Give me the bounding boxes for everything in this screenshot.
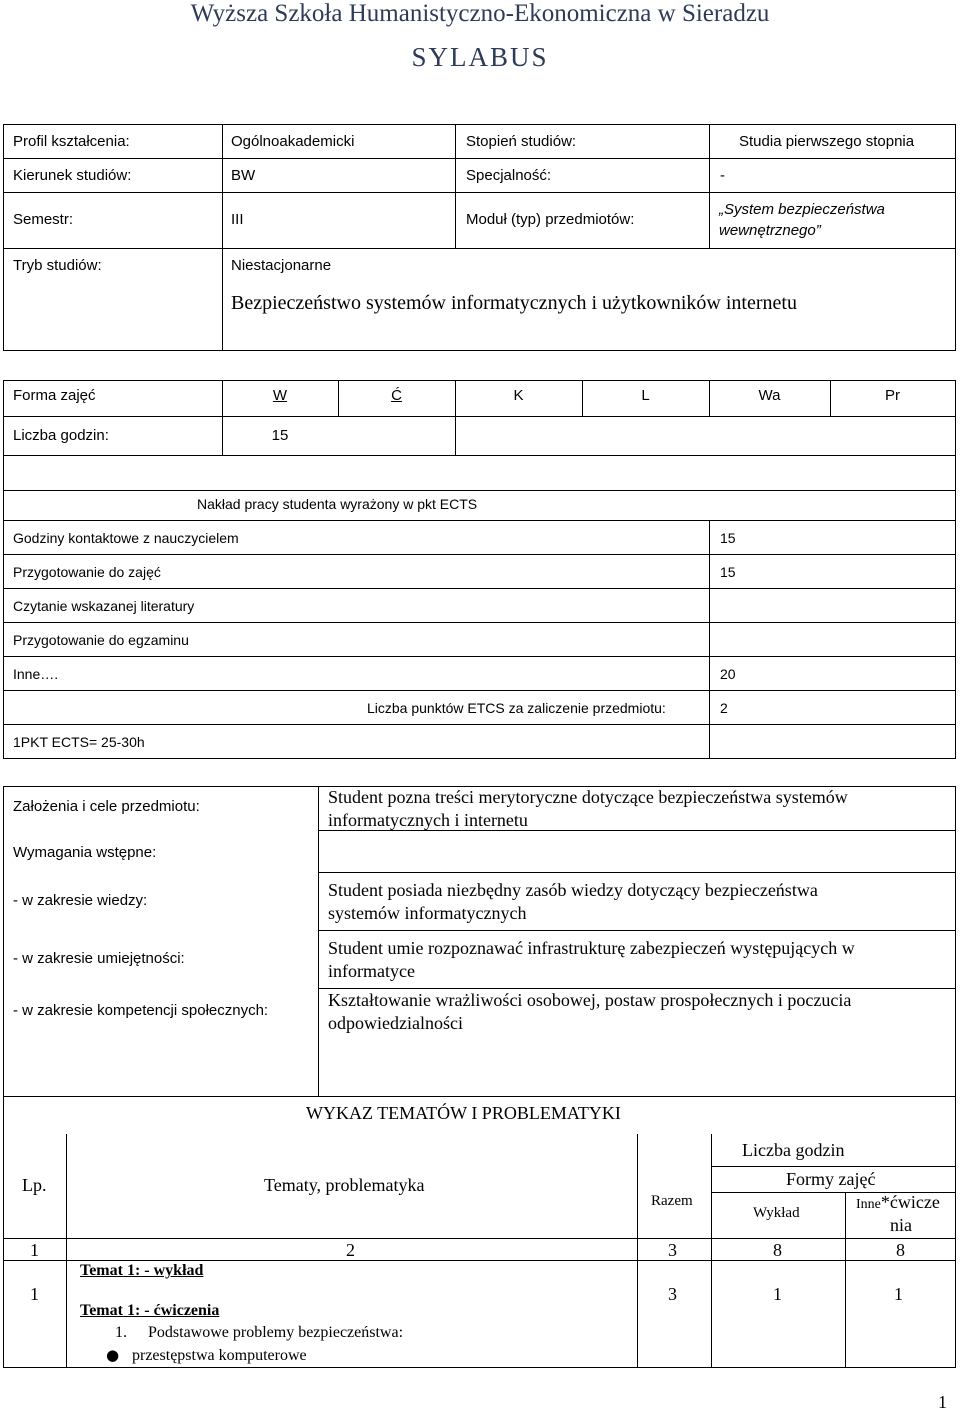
topic-bullet-text: przestępstwa komputerowe (132, 1347, 307, 1364)
topics-num-cell: 3 (668, 1240, 677, 1260)
topics-title: WYKAZ TEMATÓW I PROBLEMATYKI (306, 1103, 621, 1123)
zalozenia-label: Założenia i cele przedmiotu: (13, 798, 200, 815)
topics-row-lp: 1 (30, 1284, 39, 1304)
kompetencje-text-l1: Kształtowanie wrażliwości osobowej, postaw prospołecznych i poczucia (328, 990, 852, 1010)
topics-num-cell: 1 (30, 1240, 39, 1260)
topics-num-cell: 8 (896, 1240, 905, 1260)
ects-row-label: Godziny kontaktowe z nauczycielem (13, 530, 239, 546)
topics-inne-header: Inne*ćwicze (856, 1192, 940, 1212)
forma-col-c: Ć (391, 387, 402, 404)
subject-title: Bezpieczeństwo systemów informatycznych i użytkowników internetu (231, 292, 797, 314)
topics-row-wyklad: 1 (773, 1284, 782, 1304)
ects-row-label: Czytanie wskazanej literatury (13, 598, 195, 614)
topics-tematy-header: Tematy, problematyka (264, 1175, 425, 1195)
topics-formy-header: Formy zajęć (786, 1169, 876, 1189)
stopien-value: Studia pierwszego stopnia (739, 133, 915, 150)
specjalnosc-label: Specjalność: (466, 167, 552, 184)
semestr-label: Semestr: (13, 211, 74, 228)
zalozenia-text-l2: informatycznych i internetu (328, 810, 528, 830)
ects-points-value: 2 (720, 700, 728, 716)
forma-col-l: L (641, 387, 650, 404)
topic-list-text: Podstawowe problemy bezpieczeństwa: (148, 1324, 404, 1341)
topics-wyklad-header: Wykład (753, 1205, 800, 1221)
topics-razem-header: Razem (651, 1193, 693, 1209)
temat-wyklad: Temat 1: - wykład (80, 1262, 204, 1279)
profil-label: Profil kształcenia: (13, 133, 130, 150)
modul-label: Moduł (typ) przedmiotów: (466, 211, 635, 228)
forma-col-k: K (513, 387, 524, 404)
profil-value: Ogólnoakademicki (231, 133, 355, 150)
school-name: Wyższa Szkoła Humanistyczno-Ekonomiczna w Sieradzu (190, 0, 770, 27)
ects-row-label: Inne…. (13, 666, 59, 682)
topics-row-razem: 3 (668, 1284, 677, 1304)
kompetencje-text-l2: odpowiedzialności (328, 1013, 463, 1033)
semestr-value: III (231, 211, 244, 228)
ects-row-value: 15 (720, 564, 736, 580)
topic-list-number: 1. (115, 1324, 127, 1341)
ects-row-value: 20 (720, 666, 736, 682)
document-title: SYLABUS (411, 42, 549, 72)
tryb-label: Tryb studiów: (13, 257, 102, 274)
wiedza-label: - w zakresie wiedzy: (13, 892, 148, 909)
page-number: 1 (938, 1392, 947, 1412)
wiedza-text-l2: systemów informatycznych (328, 903, 527, 923)
topics-inne-header-l2: nia (890, 1215, 912, 1235)
umiejetnosci-text-l1: Student umie rozpoznawać infrastrukturę zabezpieczeń występujących w (328, 938, 855, 958)
topics-liczba-godzin-header: Liczba godzin (742, 1140, 845, 1160)
ects-note: 1PKT ECTS= 25-30h (13, 734, 145, 750)
topics-num-cell: 2 (346, 1240, 355, 1260)
stopien-label: Stopień studiów: (466, 133, 577, 150)
ects-points-label: Liczba punktów ETCS za zaliczenie przedmiotu: (367, 700, 666, 716)
topics-lp-header: Lp. (22, 1175, 47, 1195)
ects-row-label: Przygotowanie do zajęć (13, 564, 161, 580)
zalozenia-text-l1: Student pozna treści merytoryczne dotyczące bezpieczeństwa systemów (328, 787, 848, 807)
ects-heading: Nakład pracy studenta wyrażony w pkt ECTS (197, 496, 478, 512)
temat-cwiczenia: Temat 1: - ćwiczenia (80, 1302, 220, 1319)
forma-col-wa: Wa (758, 387, 781, 404)
kierunek-label: Kierunek studiów: (13, 167, 132, 184)
modul-value-line1: „System bezpieczeństwa (719, 201, 885, 218)
wymagania-label: Wymagania wstępne: (13, 844, 157, 861)
kompetencje-label: - w zakresie kompetencji społecznych: (13, 1002, 269, 1019)
ects-row-value: 15 (720, 530, 736, 546)
forma-label: Forma zajęć (13, 387, 96, 404)
topics-row-inne: 1 (894, 1284, 903, 1304)
kierunek-value: BW (231, 167, 256, 184)
wiedza-text-l1: Student posiada niezbędny zasób wiedzy dotyczący bezpieczeństwa (328, 880, 818, 900)
ects-row-label: Przygotowanie do egzaminu (13, 632, 189, 648)
liczba-godzin-w: 15 (271, 427, 289, 444)
topics-num-cell: 8 (773, 1240, 782, 1260)
umiejetnosci-text-l2: informatyce (328, 961, 415, 981)
forma-col-pr: Pr (885, 387, 900, 404)
specjalnosc-value: - (720, 167, 725, 184)
bullet-icon: ● (106, 1346, 120, 1364)
umiejetnosci-label: - w zakresie umiejętności: (13, 950, 185, 967)
liczba-godzin-label: Liczba godzin: (13, 427, 109, 444)
tryb-value: Niestacjonarne (231, 257, 332, 274)
forma-col-w: W (272, 387, 288, 404)
modul-value-line2: wewnętrznego” (719, 222, 821, 239)
